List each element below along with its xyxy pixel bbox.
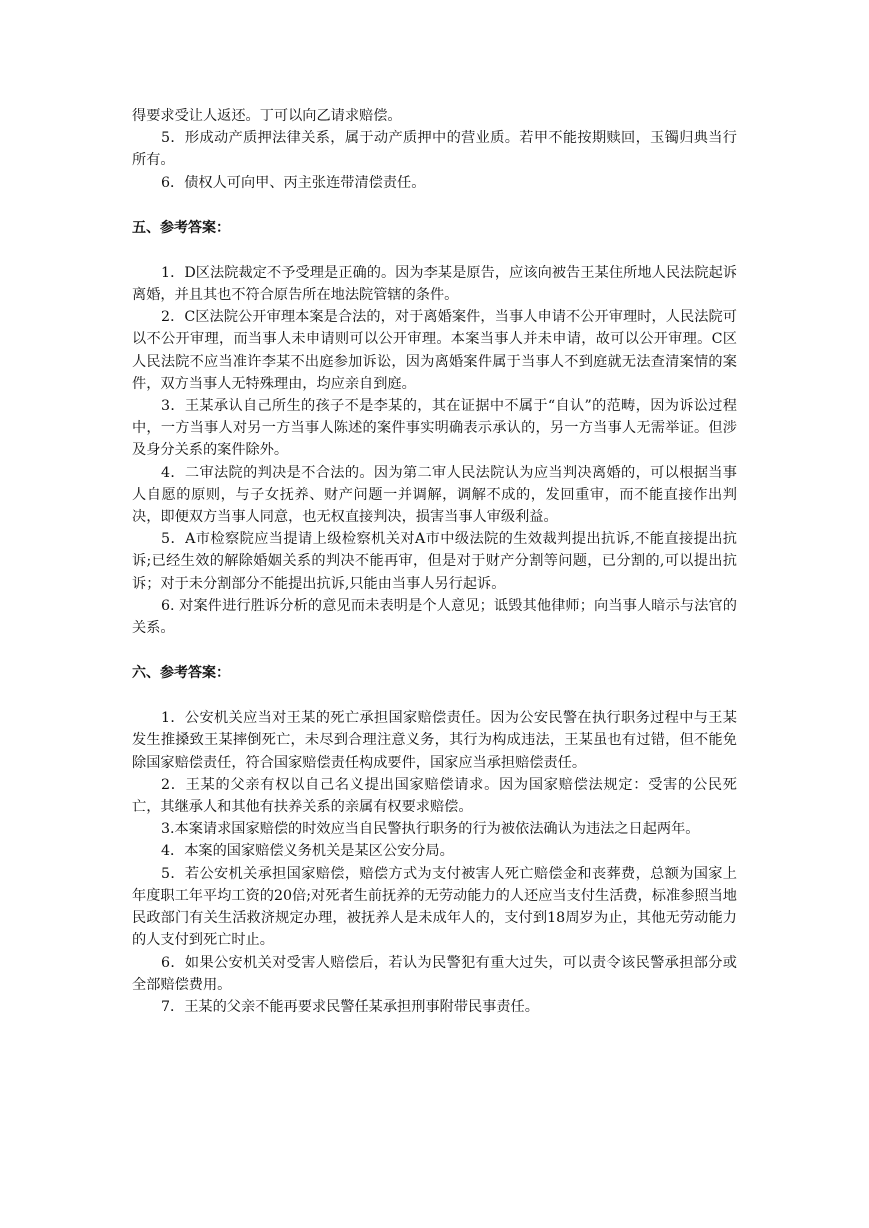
section6-item-5: 5．若公安机关承担国家赔偿，赔偿方式为支付被害人死亡赔偿金和丧葬费，总额为国家上年度职工年平均工资的20倍;对死者生前抚养的无劳动能力的人还应当支付生活费，标准参照当地民政部门有关生活救济规定办理，被抚养人是未成年人的，支付到18周岁为止，其他无劳动能力的人支付到死亡时止。 [132, 865, 737, 949]
section6-item-6: 6．如果公安机关对受害人赔偿后，若认为民警犯有重大过失，可以责令该民警承担部分或全部赔偿费用。 [132, 954, 737, 993]
section5-item-2: 2．C区法院公开审理本案是合法的，对于离婚案件，当事人申请不公开审理时，人民法院可以不公开审理，而当事人未申请则可以公开审理。本案当事人并未申请，故可以公开审理。C区人民法院不应当准许李某不出庭参加诉讼，因为离婚案件属于当事人不到庭就无法查清案情的案件，双方当事人无特殊理由，均应亲自到庭。 [132, 309, 737, 392]
section6-item-3: 3.本案请求国家赔偿的时效应当自民警执行职务的行为被依法确认为违法之日起两年。 [161, 821, 700, 838]
section5-item-6: 6. 对案件进行胜诉分析的意见而未表明是个人意见；诋毁其他律师；向当事人暗示与法官的关系。 [132, 597, 737, 637]
section6-item-1: 1．公安机关应当对王某的死亡承担国家赔偿责任。因为公安民警在执行职务过程中与王某发生推搡致王某摔倒死亡，未尽到合理注意义务，其行为构成违法，王某虽也有过错，但不能免除国家赔偿责任，符合国家赔偿责任构成要件，国家应当承担赔偿责任。 [132, 710, 737, 771]
section5-item-4: 4．二审法院的判决是不合法的。因为第二审人民法院认为应当判决离婚的，可以根据当事人自愿的原则，与子女抚养、财产问题一并调解，调解不成的，发回重审，而不能直接作出判决，即便双方当事人同意，也无权直接判决，损害当事人审级利益。 [132, 464, 737, 526]
section6-item-4: 4．本案的国家赔偿义务机关是某区公安分局。 [161, 843, 454, 860]
section5-item-5: 5．A市检察院应当提请上级检察机关对A市中级法院的生效裁判提出抗诉,不能直接提出抗诉;已经生效的解除婚姻关系的判决不能再审，但是对于财产分割等问题，已分割的,可以提出抗诉；对于未分割部分不能提出抗诉,只能由当事人另行起诉。 [132, 531, 737, 592]
section6-item-7: 7．王某的父亲不能再要求民警任某承担刑事附带民事责任。 [161, 998, 539, 1015]
document-body [132, 105, 737, 1018]
section6-item-2: 2．王某的父亲有权以自己名义提出国家赔偿请求。因为国家赔偿法规定：受害的公民死亡，其继承人和其他有扶养关系的亲属有权要求赔偿。 [132, 776, 737, 816]
section4-item-5: 5．形成动产质押法律关系，属于动产质押中的营业质。若甲不能按期赎回，玉镯归典当行所有。 [132, 130, 737, 169]
continuation-paragraph: 得要求受让人返还。丁可以向乙请求赔偿。 [132, 108, 402, 124]
section5-heading: 五、参考答案： [132, 219, 230, 236]
section6-heading: 六、参考答案： [132, 665, 230, 682]
section4-item-6: 6．债权人可向甲、丙主张连带清偿责任。 [161, 174, 426, 191]
section5-item-3: 3．王某承认自己所生的孩子不是李某的，其在证据中不属于“自认”的范畴，因为诉讼过程中，一方当事人对另一方当事人陈述的案件事实明确表示承认的，另一方当事人无需举证。但涉及身分关系的案件除外。 [132, 398, 737, 459]
section5-item-1: 1．D区法院裁定不予受理是正确的。因为李某是原告，应该向被告王某住所地人民法院起诉离婚，并且其也不符合原告所在地法院管辖的条件。 [132, 264, 737, 304]
